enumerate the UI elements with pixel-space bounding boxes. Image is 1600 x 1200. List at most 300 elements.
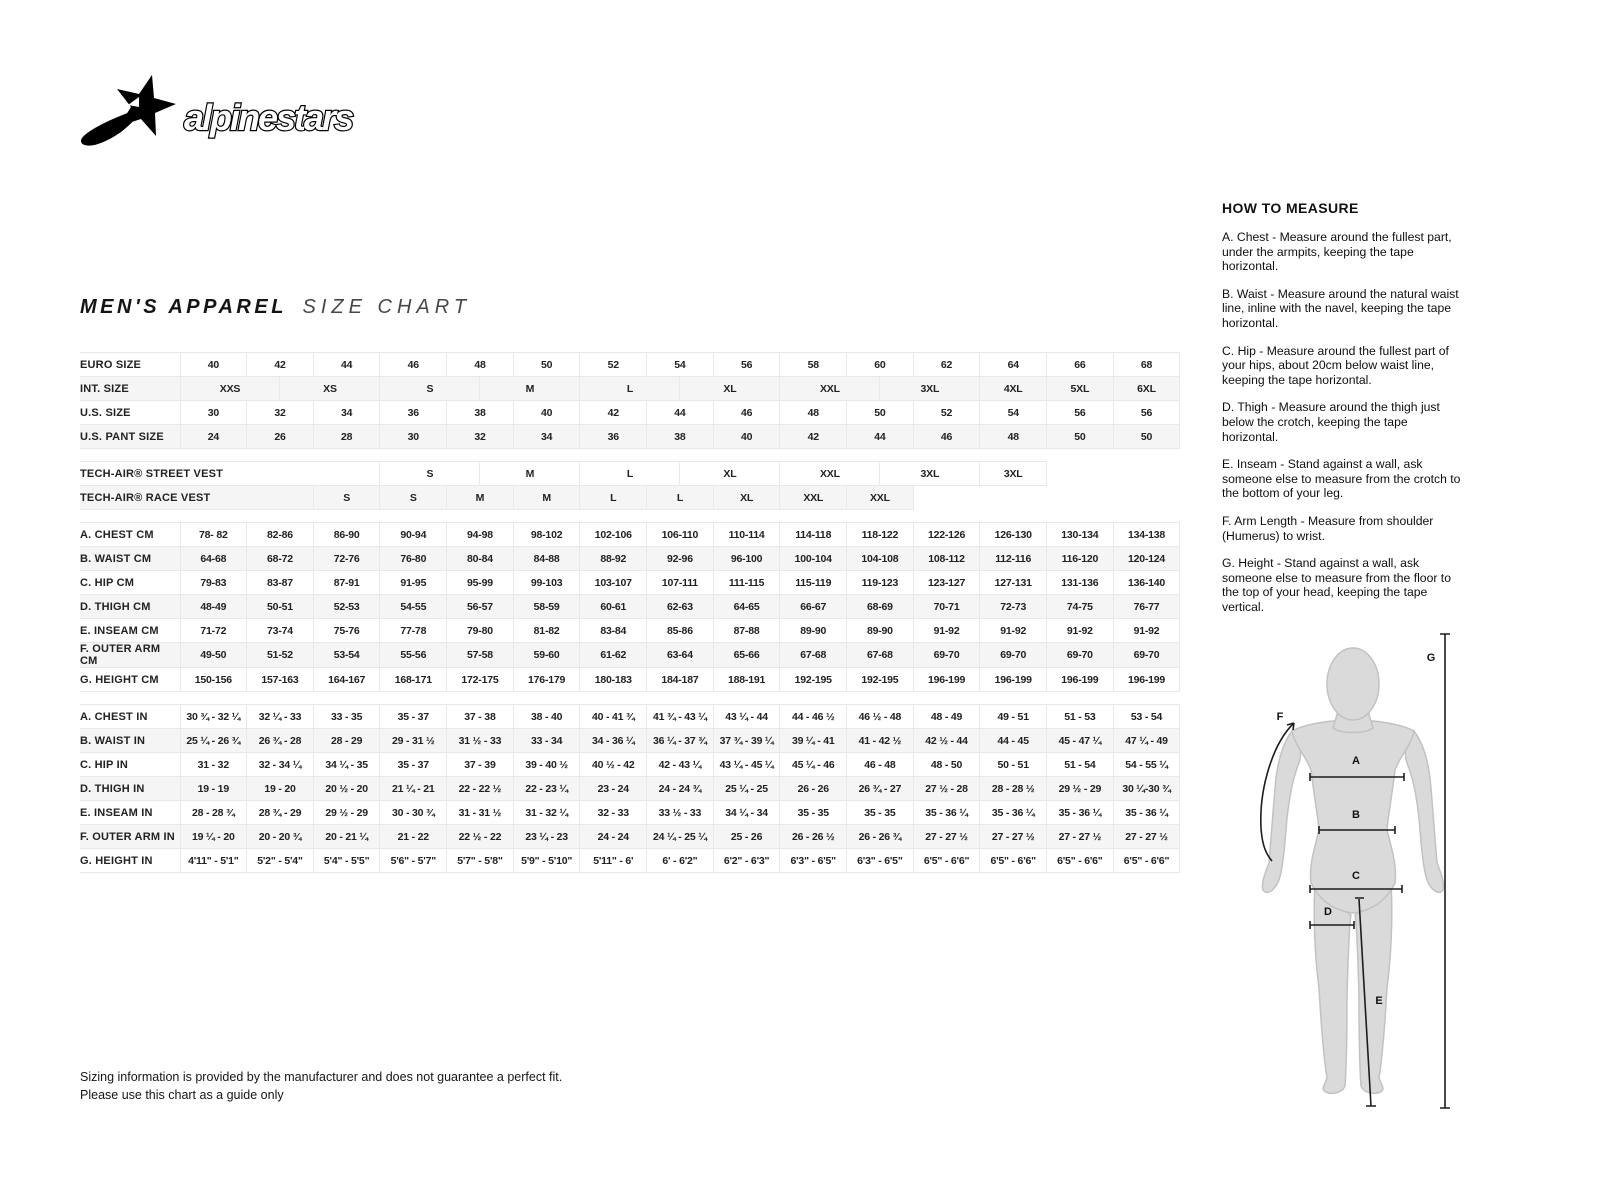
size-cell: 85-86: [647, 619, 714, 643]
size-cell: 67-68: [780, 643, 847, 668]
size-cell: 30 ¼-30 ¾: [1113, 777, 1180, 801]
size-cell: 46 ½ - 48: [847, 705, 914, 729]
size-cell: 35 - 37: [380, 705, 447, 729]
size-cell: 34 - 36 ¼: [580, 729, 647, 753]
size-cell: 6'5" - 6'6": [1047, 849, 1114, 873]
row-label: E. INSEAM CM: [80, 619, 180, 643]
size-cell: 52: [913, 401, 980, 425]
size-cell: M: [480, 377, 580, 401]
size-cell: 69-70: [1047, 643, 1114, 668]
size-cell: 188-191: [713, 668, 780, 692]
size-cell: S: [313, 486, 380, 510]
size-cell: 51 - 53: [1047, 705, 1114, 729]
size-cell: 45 ¼ - 46: [780, 753, 847, 777]
size-cell: 78- 82: [180, 523, 247, 547]
size-cell: 50-51: [247, 595, 314, 619]
size-cell: 64-65: [713, 595, 780, 619]
size-cell: 168-171: [380, 668, 447, 692]
label-thigh: D: [1324, 906, 1332, 918]
size-cell: 30 ¾ - 32 ¼: [180, 705, 247, 729]
how-to-measure-heading: HOW TO MEASURE: [1222, 200, 1359, 216]
size-cell: 19 - 20: [247, 777, 314, 801]
size-cell: 50: [847, 401, 914, 425]
size-cell: 91-92: [1113, 619, 1180, 643]
row-label: U.S. SIZE: [80, 401, 180, 425]
size-cell: 68-72: [247, 547, 314, 571]
size-cell: 48 - 50: [913, 753, 980, 777]
size-cell: 76-80: [380, 547, 447, 571]
size-cell: 30: [380, 425, 447, 449]
table-row: [80, 825, 1180, 849]
size-cell: 43 ¼ - 44: [713, 705, 780, 729]
row-label: INT. SIZE: [80, 377, 180, 401]
size-cell: 131-136: [1047, 571, 1114, 595]
size-cell: 21 - 22: [380, 825, 447, 849]
size-cell: 44: [647, 401, 714, 425]
size-table-container: [80, 352, 1180, 873]
size-cell: 27 - 27 ½: [1113, 825, 1180, 849]
size-cell: 164-167: [313, 668, 380, 692]
size-cell: 62: [913, 353, 980, 377]
size-cell: 47 ¼ - 49: [1113, 729, 1180, 753]
table-row: [80, 486, 1180, 510]
size-cell: 79-80: [447, 619, 514, 643]
size-cell: 35 - 36 ¼: [1047, 801, 1114, 825]
size-cell: 28 - 28 ½: [980, 777, 1047, 801]
size-cell: 25 ¼ - 25: [713, 777, 780, 801]
size-cell: 44: [313, 353, 380, 377]
size-cell: 38 - 40: [513, 705, 580, 729]
size-cell: 81-82: [513, 619, 580, 643]
size-cell: 6'2" - 6'3": [713, 849, 780, 873]
size-cell: 122-126: [913, 523, 980, 547]
size-cell: 80-84: [447, 547, 514, 571]
size-cell: 100-104: [780, 547, 847, 571]
size-cell: 102-106: [580, 523, 647, 547]
size-cell: 42: [247, 353, 314, 377]
size-cell: 31 - 32 ¼: [513, 801, 580, 825]
size-cell: 108-112: [913, 547, 980, 571]
size-cell: 111-115: [713, 571, 780, 595]
row-label: F. OUTER ARM IN: [80, 825, 180, 849]
size-cell: 72-73: [980, 595, 1047, 619]
table-row: [80, 801, 1180, 825]
size-cell: 79-83: [180, 571, 247, 595]
size-cell: 44 - 45: [980, 729, 1047, 753]
measure-instruction: G. Height - Stand against a wall, ask someone else to measure from the floor to the top of your head, keeping the tape vertical.: [1222, 556, 1451, 614]
size-cell: 61-62: [580, 643, 647, 668]
size-cell: 51 - 54: [1047, 753, 1114, 777]
size-cell: 23 ¼ - 23: [513, 825, 580, 849]
size-cell: 27 ½ - 28: [913, 777, 980, 801]
row-label: C. HIP IN: [80, 753, 180, 777]
size-cell: XXS: [180, 377, 280, 401]
size-cell: 192-195: [847, 668, 914, 692]
table-section-gap: [80, 449, 1180, 462]
size-cell: 157-163: [247, 668, 314, 692]
row-label: U.S. PANT SIZE: [80, 425, 180, 449]
table-row: [80, 668, 1180, 692]
size-cell: 19 ¼ - 20: [180, 825, 247, 849]
size-cell: 196-199: [1113, 668, 1180, 692]
row-label: A. CHEST IN: [80, 705, 180, 729]
size-cell: L: [647, 486, 714, 510]
disclaimer-line-2: Please use this chart as a guide only: [80, 1088, 284, 1102]
size-cell: 66-67: [780, 595, 847, 619]
size-cell: 54-55: [380, 595, 447, 619]
size-cell: 54 - 55 ¼: [1113, 753, 1180, 777]
size-cell: 114-118: [780, 523, 847, 547]
size-cell: 30: [180, 401, 247, 425]
size-cell: 127-131: [980, 571, 1047, 595]
size-cell: 26 ¾ - 27: [847, 777, 914, 801]
size-cell: 68: [1113, 353, 1180, 377]
size-cell: 23 - 24: [580, 777, 647, 801]
size-cell: 42 - 43 ¼: [647, 753, 714, 777]
size-cell: 27 - 27 ½: [980, 825, 1047, 849]
size-cell: 34 ¼ - 34: [713, 801, 780, 825]
size-cell: 3XL: [880, 462, 980, 486]
size-cell: 27 - 27 ½: [1047, 825, 1114, 849]
size-cell: 28 - 29: [313, 729, 380, 753]
size-cell: 6'5" - 6'6": [980, 849, 1047, 873]
size-cell: 94-98: [447, 523, 514, 547]
size-cell: 38: [647, 425, 714, 449]
size-cell: 58: [780, 353, 847, 377]
size-cell: 56: [1113, 401, 1180, 425]
size-cell: 73-74: [247, 619, 314, 643]
size-cell: 26 - 26: [780, 777, 847, 801]
table-row: [80, 729, 1180, 753]
size-cell: 46: [380, 353, 447, 377]
label-waist: B: [1352, 809, 1360, 821]
size-cell: 35 - 35: [780, 801, 847, 825]
size-cell: 45 - 47 ¼: [1047, 729, 1114, 753]
size-cell: 25 - 26: [713, 825, 780, 849]
size-cell: 95-99: [447, 571, 514, 595]
row-label: EURO SIZE: [80, 353, 180, 377]
size-cell: 130-134: [1047, 523, 1114, 547]
size-cell: 53 - 54: [1113, 705, 1180, 729]
table-row: [80, 619, 1180, 643]
size-cell: 104-108: [847, 547, 914, 571]
size-cell: 176-179: [513, 668, 580, 692]
size-cell: 68-69: [847, 595, 914, 619]
size-cell: 43 ¼ - 45 ¼: [713, 753, 780, 777]
size-cell: 83-84: [580, 619, 647, 643]
disclaimer: [80, 1068, 562, 1104]
size-cell: 39 - 40 ½: [513, 753, 580, 777]
size-cell: 40 - 41 ¾: [580, 705, 647, 729]
label-chest: A: [1352, 755, 1360, 767]
size-cell: 52-53: [313, 595, 380, 619]
size-cell: XL: [680, 462, 780, 486]
size-cell: M: [513, 486, 580, 510]
size-cell: 29 ½ - 29: [1047, 777, 1114, 801]
size-cell: 92-96: [647, 547, 714, 571]
measure-instruction: F. Arm Length - Measure from shoulder (Humerus) to wrist.: [1222, 513, 1434, 543]
size-cell: 6'3" - 6'5": [847, 849, 914, 873]
size-cell: 91-92: [913, 619, 980, 643]
size-cell: 6XL: [1113, 377, 1180, 401]
size-cell: 87-88: [713, 619, 780, 643]
size-cell: 24 - 24 ¾: [647, 777, 714, 801]
measure-instruction: A. Chest - Measure around the fullest part, under the armpits, keeping the tape horizontal.: [1222, 230, 1452, 274]
size-cell: 37 - 38: [447, 705, 514, 729]
table-row: [80, 462, 1180, 486]
table-row: [80, 705, 1180, 729]
size-cell: 77-78: [380, 619, 447, 643]
size-cell: 56-57: [447, 595, 514, 619]
size-cell: 37 - 39: [447, 753, 514, 777]
size-cell: 126-130: [980, 523, 1047, 547]
size-cell: 22 - 22 ½: [447, 777, 514, 801]
size-cell: 48: [447, 353, 514, 377]
size-cell: 32 - 33: [580, 801, 647, 825]
size-cell: 53-54: [313, 643, 380, 668]
size-cell: 86-90: [313, 523, 380, 547]
size-cell: 28 ¾ - 29: [247, 801, 314, 825]
size-cell: 134-138: [1113, 523, 1180, 547]
size-cell: 58-59: [513, 595, 580, 619]
row-label: B. WAIST CM: [80, 547, 180, 571]
size-cell: 36: [580, 425, 647, 449]
measure-instruction-list: [1222, 230, 1462, 614]
size-cell: 91-92: [1047, 619, 1114, 643]
size-cell: 82-86: [247, 523, 314, 547]
label-hip: C: [1352, 870, 1360, 882]
size-cell: 99-103: [513, 571, 580, 595]
size-cell: 44 - 46 ½: [780, 705, 847, 729]
size-cell: 34: [313, 401, 380, 425]
size-cell: 56: [1047, 401, 1114, 425]
size-cell: 35 - 36 ¼: [980, 801, 1047, 825]
label-arm-length: F: [1276, 711, 1284, 723]
size-cell: 50: [1047, 425, 1114, 449]
size-cell: 26 - 26 ½: [780, 825, 847, 849]
size-cell: XXL: [847, 486, 914, 510]
size-cell: 83-87: [247, 571, 314, 595]
size-cell: M: [480, 462, 580, 486]
row-label: TECH-AIR® RACE VEST: [80, 486, 313, 510]
size-cell: 59-60: [513, 643, 580, 668]
size-cell: 42 ½ - 44: [913, 729, 980, 753]
size-cell: 35 - 37: [380, 753, 447, 777]
size-cell: 5'7" - 5'8": [447, 849, 514, 873]
size-cell: 123-127: [913, 571, 980, 595]
table-row: [80, 547, 1180, 571]
size-table: [80, 352, 1180, 873]
size-cell: 36 ¼ - 37 ¾: [647, 729, 714, 753]
body-figure-icon: [1235, 628, 1475, 1113]
page-title: [80, 296, 471, 319]
size-cell: 32: [247, 401, 314, 425]
size-cell: XXL: [780, 486, 847, 510]
table-row: [80, 425, 1180, 449]
size-cell: 71-72: [180, 619, 247, 643]
row-label: G. HEIGHT IN: [80, 849, 180, 873]
alpinestars-logo-icon: [72, 70, 372, 154]
size-cell: XXL: [780, 377, 880, 401]
size-cell: 136-140: [1113, 571, 1180, 595]
size-cell: 115-119: [780, 571, 847, 595]
size-cell: 96-100: [713, 547, 780, 571]
size-cell: 21 ¼ - 21: [380, 777, 447, 801]
size-cell: 66: [1047, 353, 1114, 377]
size-cell: 40 ½ - 42: [580, 753, 647, 777]
size-cell: 39 ¼ - 41: [780, 729, 847, 753]
size-cell: 32: [447, 425, 514, 449]
size-cell: 75-76: [313, 619, 380, 643]
size-cell: XL: [680, 377, 780, 401]
measure-instruction: E. Inseam - Stand against a wall, ask someone else to measure from the crotch to the bottom of your leg.: [1222, 457, 1461, 501]
size-cell: 19 - 19: [180, 777, 247, 801]
size-cell: 107-111: [647, 571, 714, 595]
size-cell: 6' - 6'2": [647, 849, 714, 873]
size-cell: M: [447, 486, 514, 510]
size-cell: 48: [980, 425, 1047, 449]
size-cell: 41 ¾ - 43 ¼: [647, 705, 714, 729]
size-cell: 54: [647, 353, 714, 377]
size-cell: 46: [713, 401, 780, 425]
size-cell: 42: [780, 425, 847, 449]
size-cell: 91-92: [980, 619, 1047, 643]
size-cell: 116-120: [1047, 547, 1114, 571]
size-cell: 20 - 21 ¼: [313, 825, 380, 849]
size-cell: 119-123: [847, 571, 914, 595]
row-label: C. HIP CM: [80, 571, 180, 595]
size-cell: 28 - 28 ¾: [180, 801, 247, 825]
size-cell: XXL: [780, 462, 880, 486]
size-cell: 64: [980, 353, 1047, 377]
row-label: F. OUTER ARM CM: [80, 643, 180, 668]
size-cell: 38: [447, 401, 514, 425]
size-cell: 50 - 51: [980, 753, 1047, 777]
size-cell: L: [580, 462, 680, 486]
size-cell: 110-114: [713, 523, 780, 547]
size-cell: 112-116: [980, 547, 1047, 571]
size-cell: 35 - 35: [847, 801, 914, 825]
size-cell: 72-76: [313, 547, 380, 571]
size-cell: 89-90: [780, 619, 847, 643]
size-cell: 5'9" - 5'10": [513, 849, 580, 873]
size-cell: 5'6" - 5'7": [380, 849, 447, 873]
size-cell: 26 ¾ - 28: [247, 729, 314, 753]
size-cell: 4XL: [980, 377, 1047, 401]
size-cell: 24: [180, 425, 247, 449]
size-cell: 27 - 27 ½: [913, 825, 980, 849]
alpinestars-logo: [72, 70, 372, 154]
size-cell: 6'5" - 6'6": [1113, 849, 1180, 873]
size-cell: S: [380, 377, 480, 401]
row-label: TECH-AIR® STREET VEST: [80, 462, 380, 486]
size-cell: 196-199: [913, 668, 980, 692]
size-cell: 29 - 31 ½: [380, 729, 447, 753]
size-cell: 36: [380, 401, 447, 425]
size-cell: 62-63: [647, 595, 714, 619]
table-row: [80, 753, 1180, 777]
size-cell: 84-88: [513, 547, 580, 571]
size-cell: 64-68: [180, 547, 247, 571]
row-label: D. THIGH CM: [80, 595, 180, 619]
table-section-gap: [80, 692, 1180, 705]
size-cell: 33 - 34: [513, 729, 580, 753]
size-cell: 103-107: [580, 571, 647, 595]
size-cell: 40: [713, 425, 780, 449]
table-row: [80, 595, 1180, 619]
size-cell: 55-56: [380, 643, 447, 668]
size-cell: 46: [913, 425, 980, 449]
size-cell: 20 ½ - 20: [313, 777, 380, 801]
size-cell: 40: [180, 353, 247, 377]
label-height: G: [1426, 652, 1436, 664]
table-row: [80, 353, 1180, 377]
table-row: [80, 401, 1180, 425]
size-cell: 28: [313, 425, 380, 449]
size-cell: 48: [780, 401, 847, 425]
size-cell: S: [380, 486, 447, 510]
size-cell: 87-91: [313, 571, 380, 595]
size-cell: 57-58: [447, 643, 514, 668]
table-row: [80, 777, 1180, 801]
size-cell: 65-66: [713, 643, 780, 668]
size-cell: 30 - 30 ¾: [380, 801, 447, 825]
size-cell: 31 - 31 ½: [447, 801, 514, 825]
size-cell: 196-199: [1047, 668, 1114, 692]
size-cell: 5'2" - 5'4": [247, 849, 314, 873]
size-cell: 172-175: [447, 668, 514, 692]
size-cell: 98-102: [513, 523, 580, 547]
size-cell: 31 ½ - 33: [447, 729, 514, 753]
table-row: [80, 643, 1180, 668]
size-cell: 32 - 34 ¼: [247, 753, 314, 777]
size-cell: 31 - 32: [180, 753, 247, 777]
size-cell: 54: [980, 401, 1047, 425]
size-cell: 91-95: [380, 571, 447, 595]
size-cell: 35 - 36 ¼: [1113, 801, 1180, 825]
size-cell: 34: [513, 425, 580, 449]
size-cell: 88-92: [580, 547, 647, 571]
measure-instruction: C. Hip - Measure around the fullest part of your hips, about 20cm below waist line, keeping the tape horizontal.: [1222, 343, 1449, 387]
row-label: D. THIGH IN: [80, 777, 180, 801]
size-cell: 69-70: [913, 643, 980, 668]
size-cell: 67-68: [847, 643, 914, 668]
size-cell: 40: [513, 401, 580, 425]
size-cell: 49-50: [180, 643, 247, 668]
size-cell: 41 - 42 ½: [847, 729, 914, 753]
size-cell: 32 ¼ - 33: [247, 705, 314, 729]
size-cell: 42: [580, 401, 647, 425]
size-cell: [913, 486, 1180, 510]
table-row: [80, 571, 1180, 595]
size-cell: 26 - 26 ¾: [847, 825, 914, 849]
table-row: [80, 849, 1180, 873]
size-cell: XS: [280, 377, 380, 401]
row-label: A. CHEST CM: [80, 523, 180, 547]
size-cell: 5'4" - 5'5": [313, 849, 380, 873]
size-cell: L: [580, 486, 647, 510]
size-cell: 180-183: [580, 668, 647, 692]
height-measure-line: [1440, 634, 1450, 1108]
size-cell: 106-110: [647, 523, 714, 547]
page-title-sub: SIZE CHART: [302, 296, 472, 318]
size-cell: 51-52: [247, 643, 314, 668]
size-cell: 3XL: [980, 462, 1047, 486]
size-cell: 196-199: [980, 668, 1047, 692]
size-cell: 34 ¼ - 35: [313, 753, 380, 777]
table-section-gap: [80, 510, 1180, 523]
size-cell: 6'3" - 6'5": [780, 849, 847, 873]
